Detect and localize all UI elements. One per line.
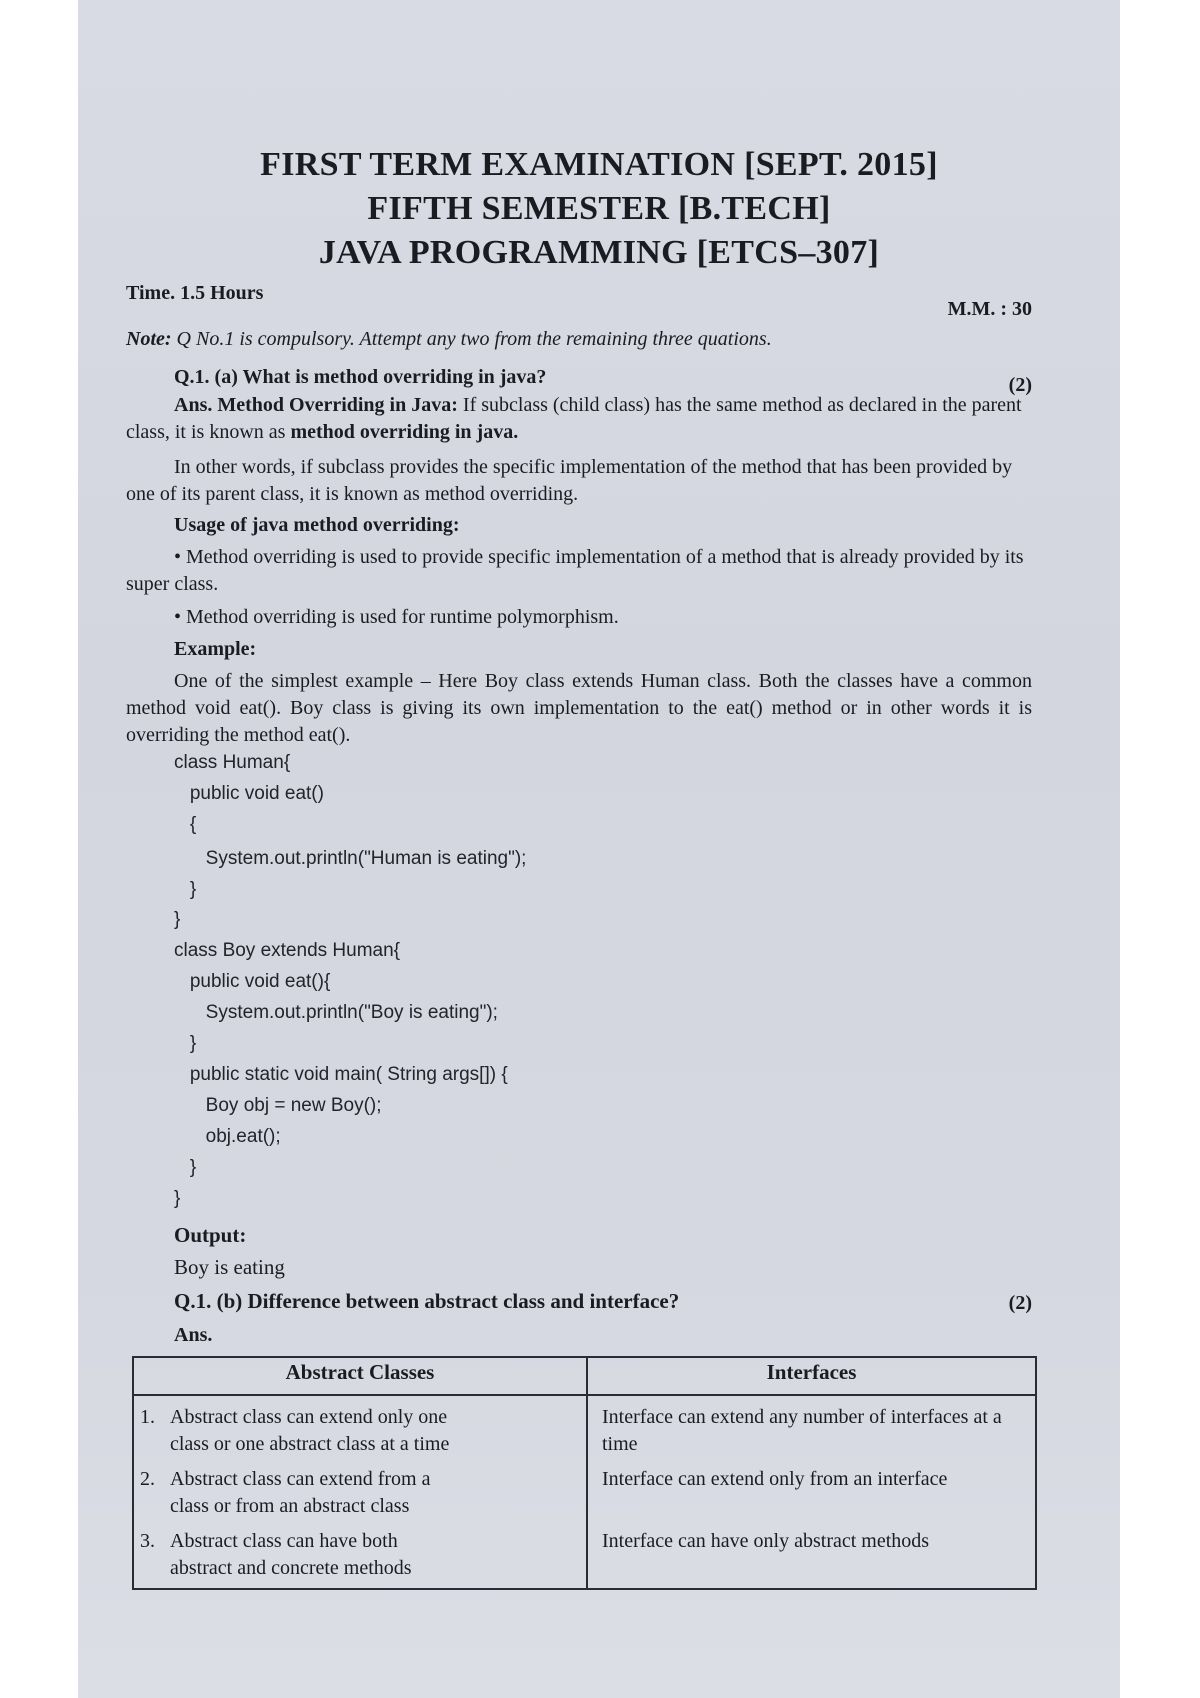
usage-bullet-1: • Method overriding is used to provide specific implementation of a method that is already provided by its super class. bbox=[126, 546, 1024, 595]
code-line: } bbox=[174, 1033, 197, 1054]
table-header-row bbox=[133, 1357, 1036, 1395]
q1a-answer bbox=[126, 392, 1032, 446]
table-cell bbox=[133, 1524, 587, 1589]
time-label: Time. 1.5 Hours bbox=[126, 282, 264, 304]
code-line: { bbox=[174, 814, 197, 835]
row-number: 2. bbox=[140, 1468, 155, 1490]
comparison-table bbox=[132, 1356, 1037, 1590]
q1a-answer-label: Ans. Method Overriding in Java: bbox=[174, 394, 458, 416]
exam-title: FIRST TERM EXAMINATION [SEPT. 2015] bbox=[260, 146, 938, 183]
cell-text: Abstract class can extend only one bbox=[170, 1406, 448, 1428]
code-line: } bbox=[174, 1157, 197, 1178]
q1a-answer-text: If subclass (child class) has the same method as declared in the parent class, it is known as bbox=[126, 394, 1022, 443]
usage-bullet-2: • Method overriding is used for runtime polymorphism. bbox=[174, 606, 619, 628]
table-header: Abstract Classes bbox=[133, 1357, 587, 1395]
q1b-answer-label: Ans. bbox=[174, 1324, 213, 1346]
table-cell bbox=[133, 1395, 587, 1462]
usage-heading: Usage of java method overriding: bbox=[174, 514, 460, 536]
table-cell: Interface can extend only from an interface bbox=[587, 1462, 1036, 1524]
table-row bbox=[133, 1395, 1036, 1462]
semester-title: FIFTH SEMESTER [B.TECH] bbox=[367, 190, 831, 227]
output-heading: Output: bbox=[174, 1223, 247, 1247]
code-line: class Boy extends Human{ bbox=[174, 940, 401, 961]
cell-text: Abstract class can extend from a bbox=[170, 1468, 431, 1490]
max-marks: M.M. : 30 bbox=[947, 298, 1032, 320]
code-line: } bbox=[174, 1188, 181, 1209]
cell-text: class or one abstract class at a time bbox=[170, 1433, 450, 1455]
exam-page bbox=[78, 0, 1120, 1698]
table-row bbox=[133, 1462, 1036, 1524]
q1b-question: Q.1. (b) Difference between abstract class and interface? bbox=[174, 1289, 680, 1313]
code-line: System.out.println("Human is eating"); bbox=[174, 848, 527, 869]
code-line: public void eat() bbox=[174, 783, 324, 804]
cell-text: Abstract class can have both bbox=[170, 1530, 398, 1552]
code-line: obj.eat(); bbox=[174, 1126, 281, 1147]
note bbox=[126, 326, 1032, 353]
q1a-question: Q.1. (a) What is method overriding in java? bbox=[174, 366, 547, 388]
subject-title: JAVA PROGRAMMING [ETCS–307] bbox=[318, 234, 880, 271]
code-line: } bbox=[174, 879, 197, 900]
code-line: Boy obj = new Boy(); bbox=[174, 1095, 382, 1116]
row-number: 1. bbox=[140, 1406, 155, 1428]
note-text: Q No.1 is compulsory. Attempt any two from the remaining three quations. bbox=[176, 328, 772, 350]
q1a-paragraph-2: In other words, if subclass provides the specific implementation of the method that has been provided by one of its parent class, it is known as method overriding. bbox=[126, 456, 1013, 505]
output-text: Boy is eating bbox=[174, 1255, 285, 1279]
cell-text: class or from an abstract class bbox=[170, 1495, 410, 1517]
example-heading: Example: bbox=[174, 638, 257, 660]
table-cell bbox=[133, 1462, 587, 1524]
table-cell: Interface can extend any number of interfaces at a time bbox=[587, 1395, 1036, 1462]
q1a-marks: (2) bbox=[1008, 374, 1032, 396]
row-number: 3. bbox=[140, 1530, 155, 1552]
code-line: class Human{ bbox=[174, 752, 291, 773]
q1b-marks: (2) bbox=[1008, 1292, 1032, 1314]
code-line: public static void main( String args[]) { bbox=[174, 1064, 508, 1085]
table-cell: Interface can have only abstract methods bbox=[587, 1524, 1036, 1589]
code-line: } bbox=[174, 909, 181, 930]
cell-text: abstract and concrete methods bbox=[170, 1557, 412, 1579]
table-header: Interfaces bbox=[587, 1357, 1036, 1395]
note-label: Note: bbox=[126, 328, 172, 350]
q1a-answer-bold: method overriding in java. bbox=[290, 421, 519, 443]
code-line: public void eat(){ bbox=[174, 971, 331, 992]
code-line: System.out.println("Boy is eating"); bbox=[174, 1002, 498, 1023]
example-text: One of the simplest example – Here Boy class extends Human class. Both the classes have a common method void eat(). Boy class is giving its own implementation to the eat() method or in other words it is overriding the method eat(). bbox=[126, 670, 1032, 746]
table-row bbox=[133, 1524, 1036, 1589]
